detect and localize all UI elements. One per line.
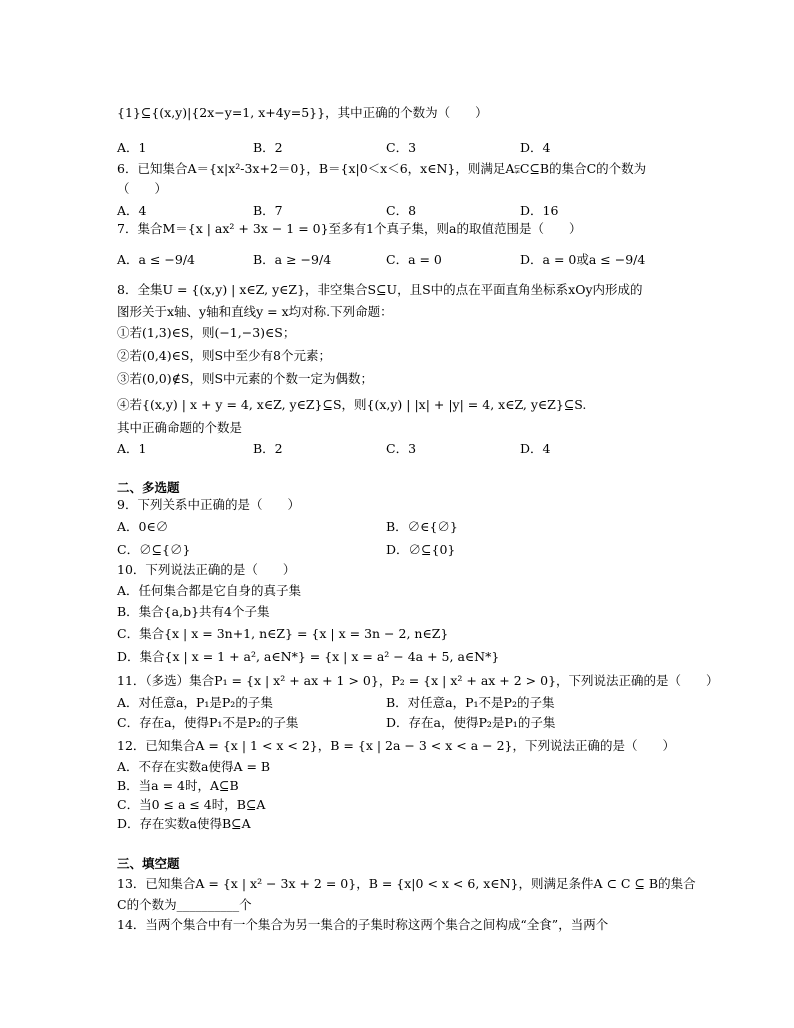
q8-item-3: ③若(0,0)∉S，则S中元素的个数一定为偶数； (117, 371, 374, 386)
q10-option-b: B．集合{a,b}共有4个子集 (117, 604, 270, 619)
q8-option-a: A．1 (117, 441, 147, 456)
q9-option-b: B．∅∈{∅} (386, 519, 458, 534)
q6-stem-cont: （ ） (117, 181, 168, 196)
q13-stem: 13．已知集合A = {x | x² − 3x + 2 = 0}，B = {x|0 < x < 6, x∈N}，则满足条件A ⊂ C ⊆ B的集合 (117, 876, 696, 891)
q8-option-d: D．4 (520, 441, 551, 456)
q8-option-c: C．3 (386, 441, 417, 456)
q7-option-c: C．a = 0 (386, 252, 442, 267)
q10-option-c: C．集合{x | x = 3n+1, n∈Z} = {x | x = 3n − 2, n∈Z} (117, 626, 449, 641)
q11-option-c: C．存在a，使得P₁不是P₂的子集 (117, 715, 299, 730)
q8-tail: 其中正确命题的个数是 (117, 420, 243, 435)
q13-stem-cont: C的个数为__________个 (117, 897, 252, 912)
q10-option-d: D．集合{x | x = 1 + a², a∈N*} = {x | x = a² − 4a + 5, a∈N*} (117, 649, 500, 664)
q5-option-d: D．4 (520, 140, 551, 155)
q9-option-d: D．∅⊆{0} (386, 542, 456, 557)
q8-option-b: B．2 (253, 441, 283, 456)
q6-option-a: A．4 (117, 203, 147, 218)
q8-stem: 8．全集U = {(x,y) | x∈Z, y∈Z}，非空集合S⊆U，且S中的点在平面直角坐标系xOy内形成的 (117, 282, 643, 297)
q12-stem: 12．已知集合A = {x | 1 < x < 2}，B = {x | 2a − 3 < x < a − 2}，下列说法正确的是（ ） (117, 738, 675, 753)
q11-stem: 11．（多选）集合P₁ = {x | x² + ax + 1 > 0}，P₂ = {x | x² + ax + 2 > 0}，下列说法正确的是（ ） (117, 673, 719, 688)
q5-option-c: C．3 (386, 140, 417, 155)
section-heading-multi-choice: 二、多选题 (117, 480, 180, 495)
q12-option-c: C．当0 ≤ a ≤ 4时，B⊆A (117, 797, 266, 812)
q12-option-a: A．不存在实数a使得A = B (117, 759, 271, 774)
q11-option-b: B．对任意a，P₁不是P₂的子集 (386, 695, 555, 710)
q8-item-1: ①若(1,3)∈S，则(−1,−3)∈S； (117, 325, 296, 340)
q12-option-d: D．存在实数a使得B⊆A (117, 816, 251, 831)
q6-option-d: D．16 (520, 203, 559, 218)
q5-option-a: A．1 (117, 140, 147, 155)
q8-stem-cont: 图形关于x轴、y轴和直线y = x均对称.下列命题： (117, 304, 393, 319)
q5-option-b: B．2 (253, 140, 283, 155)
q10-stem: 10．下列说法正确的是（ ） (117, 562, 296, 577)
q14-stem: 14．当两个集合中有一个集合为另一集合的子集时称这两个集合之间构成“全食”，当两个 (117, 917, 609, 932)
q10-option-a: A．任何集合都是它自身的真子集 (117, 583, 302, 598)
q7-option-a: A．a ≤ −9/4 (117, 252, 195, 267)
section-heading-fill-blank: 三、填空题 (117, 856, 180, 871)
q7-option-b: B．a ≥ −9/4 (253, 252, 332, 267)
q7-stem: 7．集合M＝{x | ax² + 3x − 1 = 0}至多有1个真子集，则a的取值范围是（ ） (117, 221, 582, 236)
q9-stem: 9．下列关系中正确的是（ ） (117, 497, 300, 512)
q12-option-b: B．当a = 4时，A⊆B (117, 778, 239, 793)
q7-option-d: D．a = 0或a ≤ −9/4 (520, 252, 646, 267)
q8-item-2: ②若(0,4)∈S，则S中至少有8个元素； (117, 348, 331, 363)
q6-stem: 6．已知集合A＝{x|x²-3x+2＝0}，B＝{x|0＜x＜6，x∈N}，则满足A⫋C⊆B的集合C的个数为 (117, 161, 647, 176)
q11-option-d: D．存在a，使得P₂是P₁的子集 (386, 715, 556, 730)
q9-option-c: C．∅⊆{∅} (117, 542, 191, 557)
q9-option-a: A．0∈∅ (117, 519, 169, 534)
q11-option-a: A．对任意a，P₁是P₂的子集 (117, 695, 273, 710)
q5-tail: {1}⊆{(x,y)|{2x−y=1, x+4y=5}}，其中正确的个数为（ ） (117, 105, 488, 120)
q6-option-c: C．8 (386, 203, 417, 218)
q6-option-b: B．7 (253, 203, 283, 218)
q8-item-4: ④若{(x,y) | x + y = 4, x∈Z, y∈Z}⊆S，则{(x,y) | |x| + |y| = 4, x∈Z, y∈Z}⊆S. (117, 397, 587, 412)
